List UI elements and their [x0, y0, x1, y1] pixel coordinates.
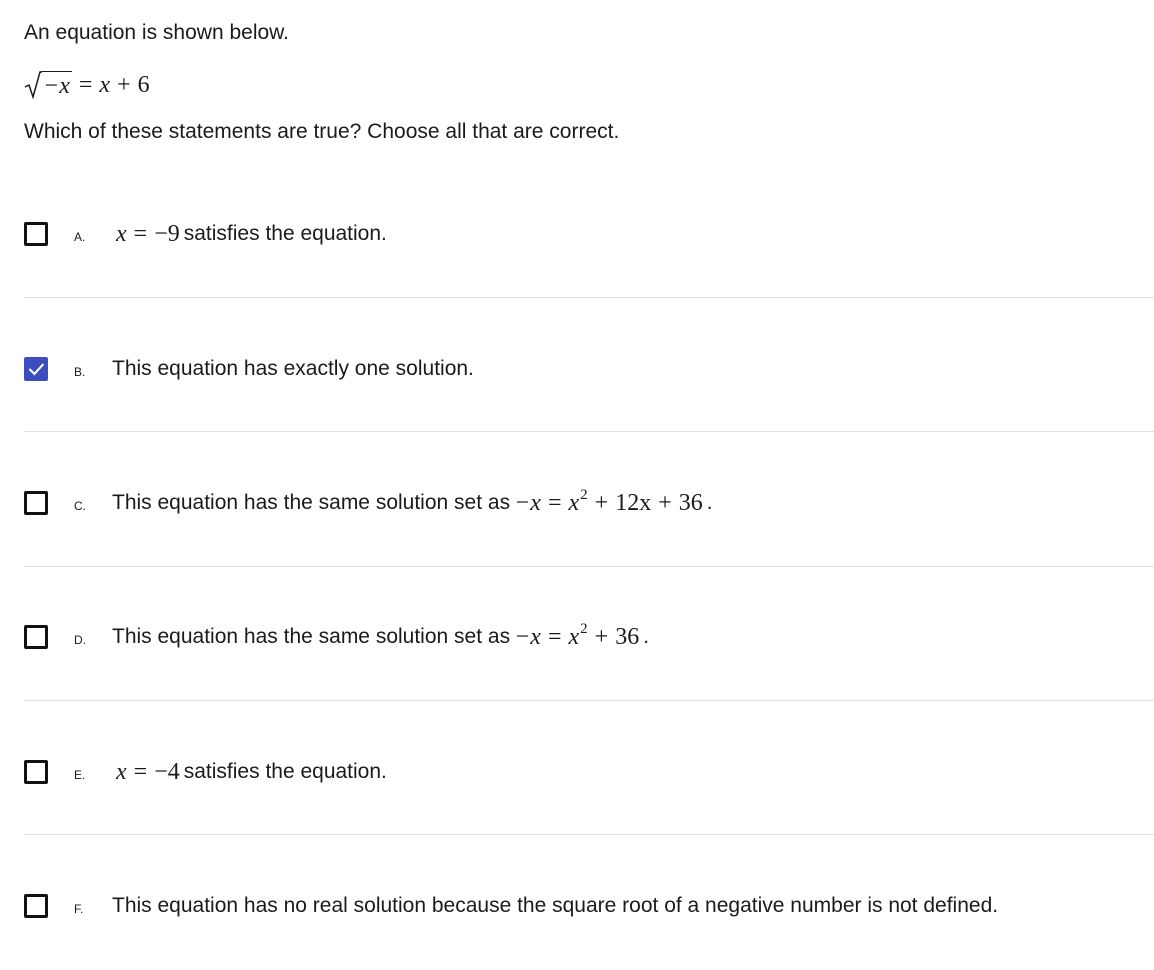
choice-a-math [116, 221, 180, 248]
choice-c-label: This equation has the same solution set as [112, 491, 511, 514]
prompt-text: An equation is shown below. [24, 21, 290, 44]
math-constant: 36 [615, 623, 640, 650]
rhs-constant: 6 [137, 71, 150, 98]
math-equals: = [547, 623, 562, 650]
math-plus: + [594, 623, 609, 650]
choice-e-text [112, 759, 387, 786]
choice-e-label: satisfies the equation. [183, 760, 387, 783]
math-equals: = [133, 220, 148, 247]
choice-f-checkbox[interactable] [24, 894, 48, 918]
check-icon [27, 360, 45, 378]
math-lhs: x [116, 758, 127, 785]
math-base: x [568, 623, 580, 650]
math-constant: 36 [678, 489, 703, 516]
choice-c-text [112, 486, 713, 517]
choice-c[interactable] [24, 483, 1154, 523]
choice-d-period: . [643, 625, 650, 648]
choice-c-checkbox[interactable] [24, 491, 48, 515]
math-rhs: −4 [154, 758, 180, 785]
choice-d-label: This equation has the same solution set as [112, 625, 511, 648]
math-exponent: 2 [580, 620, 588, 637]
choice-e-math [116, 759, 180, 786]
choice-b-letter: B. [74, 365, 86, 379]
math-exponent: 2 [580, 486, 588, 503]
instruction-text: Which of these statements are true? Choose all that are correct. [24, 120, 620, 143]
choice-d-checkbox[interactable] [24, 625, 48, 649]
divider [24, 566, 1154, 567]
choice-a-checkbox[interactable] [24, 222, 48, 246]
math-lhs: −x [514, 623, 541, 650]
choice-e[interactable] [24, 752, 1154, 792]
choice-e-checkbox[interactable] [24, 760, 48, 784]
divider [24, 431, 1154, 432]
math-lhs: x [116, 220, 127, 247]
choice-c-math [514, 486, 703, 517]
choice-d-text [112, 620, 650, 651]
choice-f-text: This equation has no real solution because the square root of a negative number is not defined. [112, 894, 999, 917]
choice-b-text: This equation has exactly one solution. [112, 357, 474, 380]
math-equals: = [133, 758, 148, 785]
divider [24, 700, 1154, 701]
radicand: −x [43, 73, 70, 99]
choice-b-checkbox[interactable] [24, 357, 48, 381]
math-plus: + [594, 489, 609, 516]
choice-a-letter: A. [74, 230, 86, 244]
choice-d[interactable] [24, 617, 1154, 657]
choice-b[interactable] [24, 349, 1154, 389]
choice-e-letter: E. [74, 768, 86, 782]
divider [24, 297, 1154, 298]
math-plus: + [658, 489, 672, 516]
divider [24, 834, 1154, 835]
choice-d-letter: D. [74, 633, 86, 647]
math-lhs: −x [514, 489, 541, 516]
radical-sign-icon [24, 70, 42, 100]
rhs-variable: x [99, 71, 111, 98]
math-rhs: −9 [154, 220, 180, 247]
main-equation [24, 68, 150, 102]
math-term: 12x [615, 489, 652, 516]
math-base: x [568, 489, 580, 516]
square-root [24, 70, 72, 100]
choice-d-math [514, 620, 640, 651]
choice-a[interactable] [24, 214, 1154, 254]
choice-c-period: . [706, 491, 713, 514]
choice-f-letter: F. [74, 902, 84, 916]
choice-c-letter: C. [74, 499, 86, 513]
choice-a-text [112, 221, 387, 248]
choice-f[interactable] [24, 886, 1154, 926]
math-equals: = [547, 489, 562, 516]
plus-sign: + [117, 71, 131, 98]
equals-sign: = [78, 71, 93, 98]
choice-a-label: satisfies the equation. [183, 222, 387, 245]
